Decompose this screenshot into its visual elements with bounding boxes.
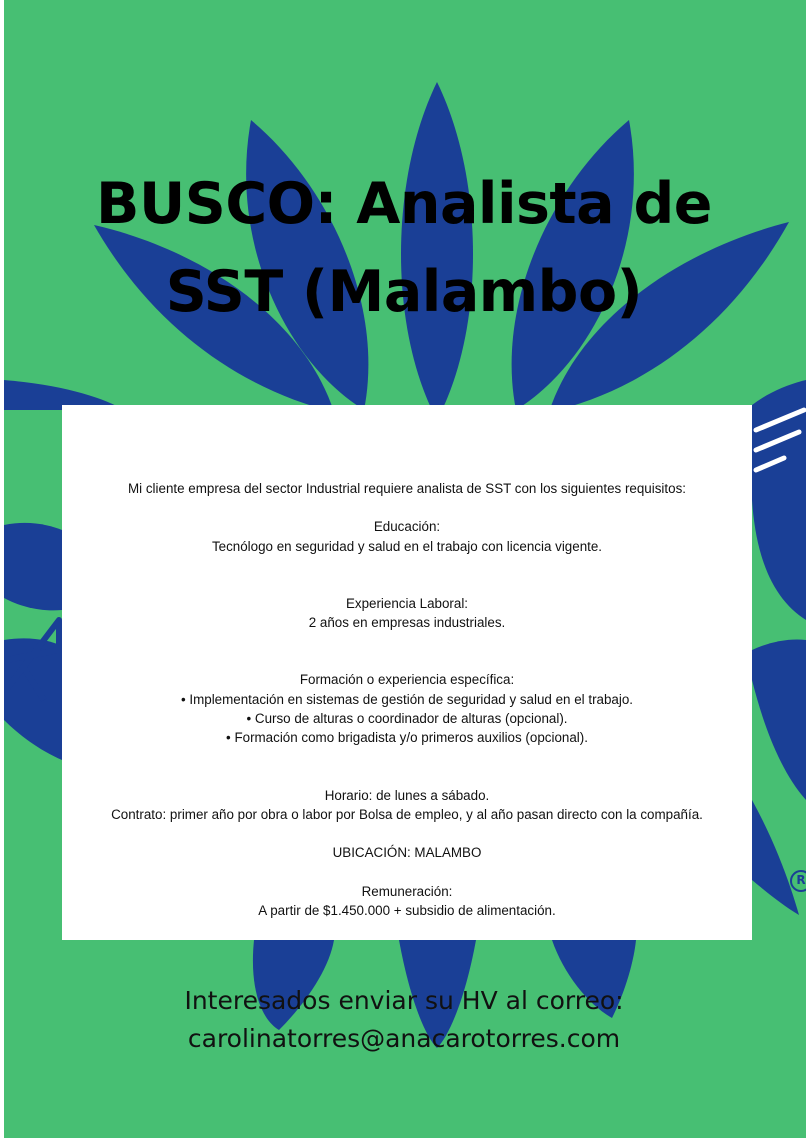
registered-trademark-icon: R — [790, 870, 806, 892]
contract-text: Contrato: primer año por obra o labor por Bolsa de empleo, y al año pasan directo con la compañía. — [111, 806, 703, 822]
schedule-text: Horario: de lunes a sábado. — [324, 787, 490, 803]
contact-instruction: Interesados enviar su HV al correo: — [184, 986, 624, 1015]
contact-email: carolinatorres@anacarotorres.com — [187, 1024, 621, 1053]
title-line-1: BUSCO: Analista de — [96, 171, 712, 237]
training-item: • Implementación en sistemas de gestión de seguridad y salud en el trabajo. — [180, 691, 634, 707]
title-line-2: SST (Malambo) — [165, 259, 643, 325]
training-item: • Formación como brigadista y/o primeros auxilios (opcional). — [226, 730, 588, 746]
petal-right-fin — [752, 800, 799, 915]
job-details-card — [62, 405, 752, 940]
pay-text: A partir de $1.450.000 + subsidio de alimentación. — [258, 902, 556, 918]
intro-text: Mi cliente empresa del sector Industrial requiere analista de SST con los siguientes requisitos: — [128, 481, 686, 496]
petal-far-right-upper — [752, 380, 806, 620]
contact-footer — [44, 982, 764, 1058]
petal-far-right-lower — [752, 639, 806, 800]
training-item: • Curso de alturas o coordinador de alturas (opcional). — [246, 711, 568, 727]
training-heading: Formación o experiencia específica: — [299, 672, 515, 688]
experience-heading: Experiencia Laboral: — [345, 595, 469, 611]
education-heading: Educación: — [373, 519, 441, 535]
pay-heading: Remuneración: — [361, 883, 453, 899]
job-poster — [4, 0, 806, 1138]
page-title — [44, 160, 764, 336]
petal-left-mid — [4, 523, 62, 610]
experience-text: 2 años en empresas industriales. — [308, 615, 506, 631]
education-text: Tecnólogo en seguridad y salud en el trabajo con licencia vigente. — [211, 538, 603, 554]
location-text: UBICACIÓN: MALAMBO — [332, 845, 482, 861]
